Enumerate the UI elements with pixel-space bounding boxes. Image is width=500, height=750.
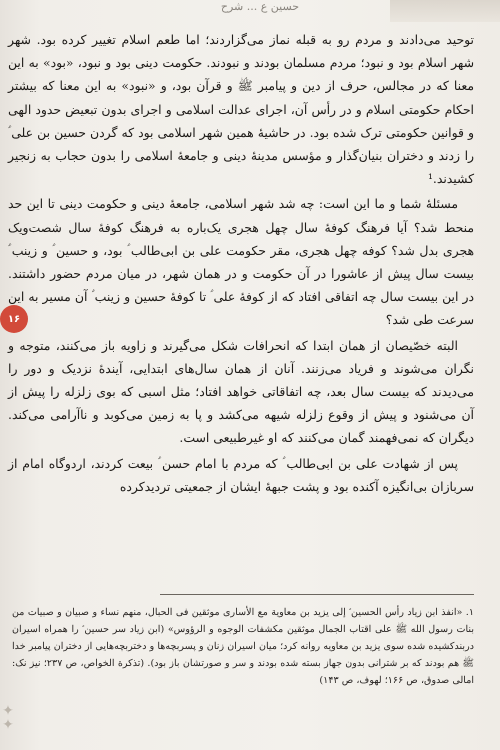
paragraph: توحید می‌دادند و مردم رو به قبله نماز می‌گزاردند؛ اما طعم اسلام تغییر کرده بود. شهر شهر اسلام بود و نبود؛ مردم مسلمان بودند و نبودند. حکومت دینی بود و نبود، «بود» به این معنا که در مجالس، حرف از دین و پیامبر ﷺ و قرآن بود، و «نبود» به این معنا که بیشتر احکام حکومتی اسلام و در رأس آن، اجرای عدالت اسلامی و اجرای بدون تبعیض حدود الهی و قوانین حکومتی ترک شده بود. در حاشیهٔ همین شهر اسلامی بود که گردن حسین بن علی ؑ را زدند و دختران بنیان‌گذار و مؤسس مدینهٔ دینی و جامعهٔ اسلامی را بدون حجاب به زنجیر کشیدند.¹ xyxy=(8,32,474,187)
paragraph: پس از شهادت علی بن ابی‌طالب ؑ که مردم با امام حسن ؑ بیعت کردند، اردوگاه امام از سربازان بی‌انگیزه آکنده بود و پشت جبههٔ ایشان از جمعیتی تردیدکرده xyxy=(8,455,474,494)
footnote: ۱. «انفذ ابن زیاد رأس الحسین ؑ إلی یزید بن معاویة مع الأساری موثقین فی الحبال، منهم نساء و صبیان و صبیات من بنات رسول الله ﷺ علی اقتاب الجمال موثقین مکشفات الوجوه و الرؤوس» (ابن زیاد سر حسین ؑ را همراه اسیران دربندکشیده شده سوی یزید بن معاویه روانه کرد؛ میان اسیران زنان و پسربچه‌ها و دختربچه‌هایی از دختران پیامبر خدا ﷺ هم بودند که بر شترانی بدون جهاز بسته شده بودند و سر و صورتشان باز بود). (تذکرة الخواص، ص ۲۳۷؛ نیز نک: امالی صدوق، ص ۱۶۶؛ لهوف، ص ۱۴۳) xyxy=(12,607,475,686)
paragraph: البته خصّیصان از همان ابتدا که انحرافات شکل می‌گیرند و زاویه باز می‌کنند، متوجه و نگران می‌شوند و فریاد می‌زنند. آنان از همان سال‌های ابتدایی، آیندهٔ نزدیک و دور را می‌دیدند که بیست سال بعد، چه اتفاقاتی خواهد افتاد؛ مثل اسبی که بوی زلزله را پیش از آن می‌شنود و پیش از وقوع زلزله شیهه می‌کشد و پا به زمین می‌کوبد و ناآرامی می‌کند. دیگران که نمی‌فهمند گمان می‌کنند که او غیرطبیعی است. xyxy=(8,337,474,446)
header-decoration xyxy=(390,0,500,22)
main-text xyxy=(8,28,474,500)
paragraph: مسئلهٔ شما و ما این است: چه شد شهر اسلامی، جامعهٔ دینی و حکومت دینی تا این حد منحط شد؟ آیا فرهنگ کوفهٔ سال چهل هجری یک‌باره به فرهنگ کوفهٔ سال شصت‌ویک هجری بدل شد؟ کوفه چهل هجری، مقر حکومت علی بن ابی‌طالب ؑ بود، و حسین ؑ و زینب ؑ بیست سال پیش از عاشورا در آن حکومت و در همان شهر، در میان مردم حضور داشتند. در این بیست سال چه اتفاقی افتاد که از کوفهٔ علی ؑ تا کوفهٔ حسین و زینب ؑ آن مسیر به این سرعت طی شد؟ xyxy=(8,196,474,328)
margin-ornament-icon: ✦ ✦ xyxy=(2,703,14,733)
footnote-divider xyxy=(160,594,474,595)
running-header: حسین ع ... شرح xyxy=(220,0,300,13)
page-number-badge: ۱۶ xyxy=(0,305,28,333)
